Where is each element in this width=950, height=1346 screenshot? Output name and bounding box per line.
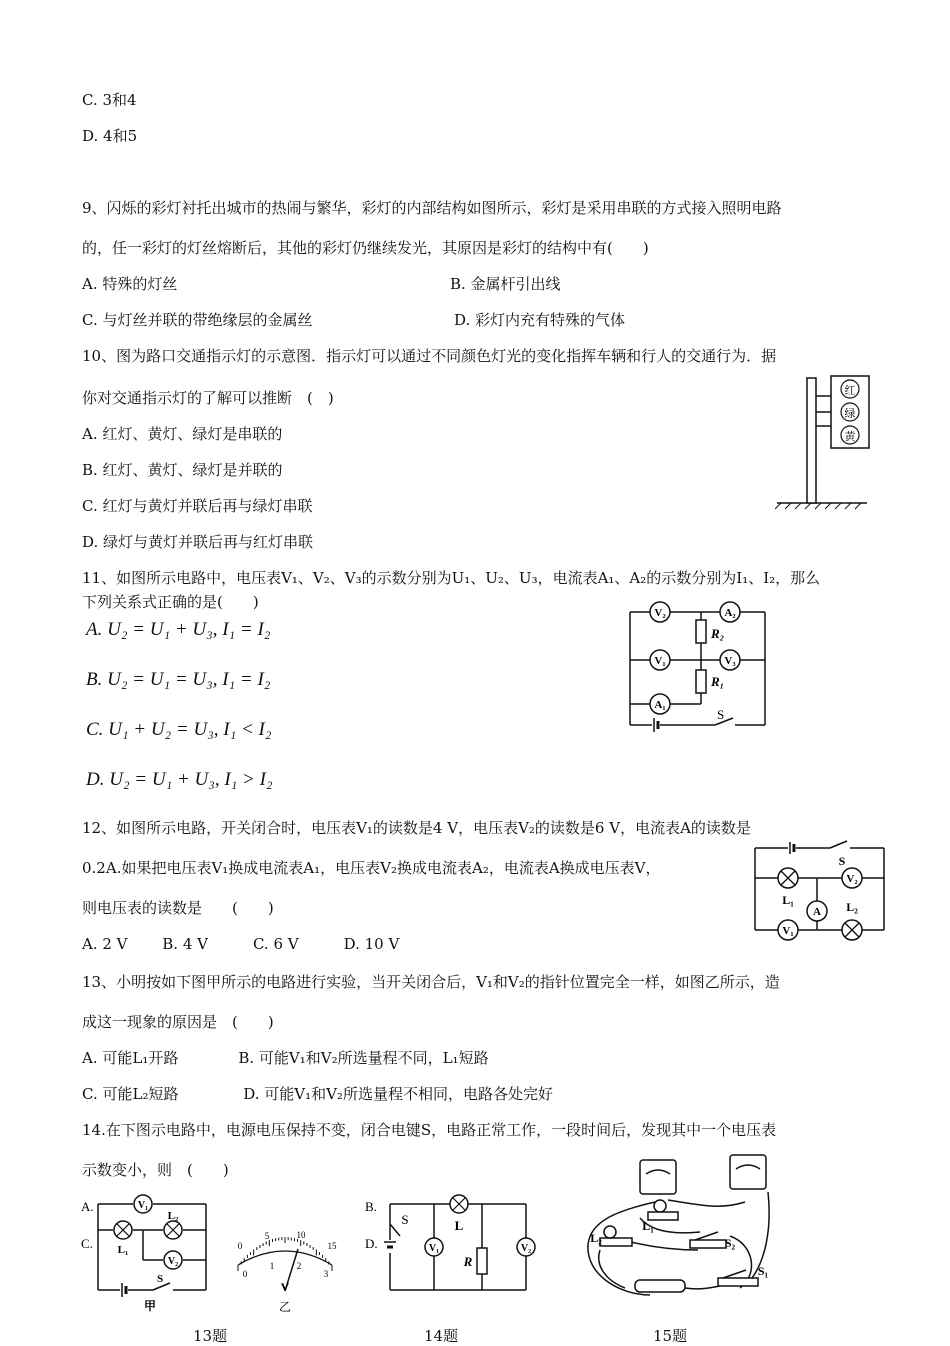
q11-stem-line1: 11、如图所示电路中，电压表V₁、V₂、V₃的示数分别为U₁、U₂、U₃，电流表A₁、A₂的示数分别为I₁、I₂，那么 (82, 569, 821, 587)
q13-voltmeter-yi (228, 1225, 343, 1317)
q15-switch-s2 (690, 1240, 726, 1248)
q12-v2-label: V₂ (846, 873, 858, 885)
q9-option-a: A. 特殊的灯丝 (82, 275, 178, 293)
caption-14: 14题 (424, 1327, 459, 1345)
q14-option-c-marker: C. (81, 1236, 93, 1251)
q12-options: A. 2 V B. 4 V C. 6 V D. 10 V (82, 935, 400, 953)
q15-meter-left (640, 1160, 676, 1194)
q14-circuit-figure (362, 1190, 547, 1305)
dial-upper-5: 5 (264, 1231, 270, 1241)
q8-option-d: D. 4和5 (82, 127, 138, 145)
q12-circuit-figure (750, 838, 890, 948)
q11-v3-label: V₃ (724, 655, 736, 667)
q15-s1-label: S₁ (757, 1264, 769, 1278)
q11-option-d: D. U₂ = U₁ + U₃, I₁ > I₂ (86, 769, 273, 790)
q11-circuit-figure (620, 598, 775, 738)
q12-l2-label: L₂ (846, 900, 858, 914)
q13-options-ab: A. 可能L₁开路 B. 可能V₁和V₂所选量程不同，L₁短路 (82, 1049, 489, 1067)
q15-meter-right (730, 1155, 766, 1189)
red-light-label: 红 (844, 385, 856, 397)
q9-option-d: D. 彩灯内充有特殊的气体 (454, 311, 626, 329)
q14-option-b-marker: B. (365, 1199, 377, 1214)
dial-unit: V (280, 1280, 290, 1294)
dial-lower-3: 3 (323, 1269, 329, 1279)
jia-switch-label: S (156, 1273, 164, 1285)
q10-stem-line1: 10、图为路口交通指示灯的示意图．指示灯可以通过不同颜色灯光的变化指挥车辆和行人的交通行为．据 (82, 347, 777, 365)
dial-upper-10: 10 (296, 1230, 306, 1240)
traffic-light-figure (775, 370, 875, 510)
q14-stem-line2: 示数变小，则 ( ) (82, 1161, 229, 1179)
q10-option-c: C. 红灯与黄灯并联后再与绿灯串联 (82, 497, 313, 515)
q15-s2-label: S₂ (724, 1236, 736, 1250)
q11-r2-label: R₂ (711, 626, 725, 641)
q8-option-c: C. 3和4 (82, 91, 137, 109)
q12-stem-line1: 12、如图所示电路，开关闭合时，电压表V₁的读数是4 V，电压表V₂的读数是6 V，电流表A的读数是 (82, 819, 751, 837)
q14-lamp-label: L (454, 1218, 464, 1233)
dial-lower-0: 0 (242, 1269, 248, 1279)
q15-l1-label: L₁ (642, 1219, 654, 1233)
q10-stem-line2: 你对交通指示灯的了解可以推断 ( ) (82, 389, 334, 407)
q13-circuit-jia (78, 1190, 218, 1315)
q11-option-b: B. U₂ = U₁ = U₃, I₁ = I₂ (86, 669, 271, 690)
caption-13: 13题 (193, 1327, 228, 1345)
jia-caption: 甲 (143, 1299, 157, 1313)
q14-switch-label: S (401, 1212, 409, 1227)
q11-a1-label: A₁ (654, 699, 666, 711)
q11-v2-label: V₂ (654, 607, 666, 619)
q15-lamp-l2-base (600, 1238, 632, 1246)
dial-lower-2: 2 (296, 1261, 302, 1271)
q11-switch-label: S (717, 707, 725, 722)
q9-stem-line2: 的，任一彩灯的灯丝熔断后，其他的彩灯仍继续发光，其原因是彩灯的结构中有( ) (82, 239, 649, 257)
q14-option-a-marker: A. (81, 1199, 94, 1214)
q12-stem-line3: 则电压表的读数是 ( ) (82, 899, 274, 917)
q11-option-c: C. U₁ + U₂ = U₃, I₁ < I₂ (86, 719, 272, 740)
yi-caption: 乙 (278, 1300, 292, 1314)
q13-stem-line2: 成这一现象的原因是 ( ) (82, 1013, 274, 1031)
q14-v1-label: V₁ (428, 1243, 440, 1254)
q10-option-b: B. 红灯、黄灯、绿灯是并联的 (82, 461, 283, 479)
q13-stem-line1: 13、小明按如下图甲所示的电路进行实验，当开关闭合后，V₁和V₂的指针位置完全一样，如图乙所示，造 (82, 973, 780, 991)
q12-v1-label: V₁ (782, 925, 794, 937)
q11-v1-label: V₁ (654, 655, 666, 667)
caption-15: 15题 (653, 1327, 688, 1345)
q11-r1-label: R₁ (711, 674, 725, 689)
q11-a2-label: A₂ (724, 607, 736, 619)
q9-option-b: B. 金属杆引出线 (450, 275, 561, 293)
green-light-label: 绿 (844, 408, 856, 420)
jia-l1-label: L₁ (117, 1244, 129, 1256)
q9-stem-line1: 9、闪烁的彩灯衬托出城市的热闹与繁华，彩灯的内部结构如图所示，彩灯是采用串联的方式接入照明电路 (82, 199, 782, 217)
q15-physical-circuit (580, 1150, 780, 1305)
q12-ammeter-label: A (813, 906, 821, 918)
q10-option-a: A. 红灯、黄灯、绿灯是串联的 (82, 425, 283, 443)
jia-v2-label: V₂ (167, 1256, 179, 1267)
q13-options-cd: C. 可能L₂短路 D. 可能V₁和V₂所选量程不相同，电路各处完好 (82, 1085, 553, 1103)
jia-l2-label: L₂ (167, 1210, 179, 1222)
q11-option-a: A. U₂ = U₁ + U₃, I₁ = I₂ (86, 619, 271, 640)
q15-l2-label: L₂ (590, 1231, 602, 1245)
q12-switch-label: S (838, 854, 846, 868)
q14-option-d-marker: D. (365, 1236, 378, 1251)
dial-lower-1: 1 (269, 1261, 275, 1271)
q12-l1-label: L₁ (782, 893, 794, 907)
dial-upper-15: 15 (327, 1241, 337, 1251)
dial-upper-0: 0 (237, 1241, 243, 1251)
q14-v2-label: V₂ (520, 1243, 532, 1254)
q12-stem-line2: 0.2A.如果把电压表V₁换成电流表A₁，电压表V₂换成电流表A₂，电流表A换成电压表V， (82, 859, 661, 877)
q11-stem-line2: 下列关系式正确的是( ) (82, 593, 259, 611)
q15-switch-s1 (718, 1278, 758, 1286)
q14-stem-line1: 14.在下图示电路中，电源电压保持不变，闭合电键S，电路正常工作，一段时间后，发现其中一个电压表 (82, 1121, 777, 1139)
q9-option-c: C. 与灯丝并联的带绝缘层的金属丝 (82, 311, 313, 329)
q15-battery (635, 1280, 685, 1292)
q14-resistor-label: R (463, 1254, 473, 1269)
jia-v1-label: V₁ (137, 1200, 149, 1211)
q10-option-d: D. 绿灯与黄灯并联后再与红灯串联 (82, 533, 314, 551)
yellow-light-label: 黄 (844, 431, 856, 443)
